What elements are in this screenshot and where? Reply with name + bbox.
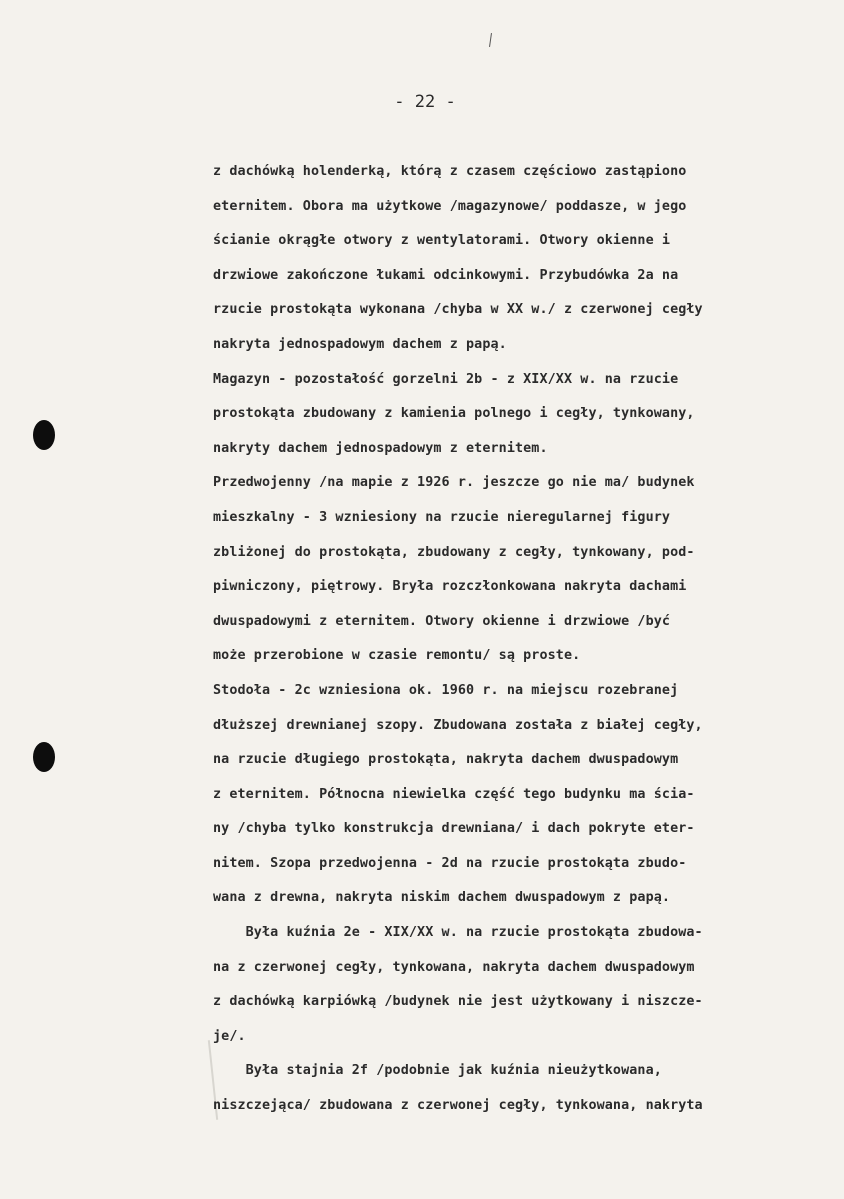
body-text <box>213 155 839 1124</box>
text-line: z dachówką holenderką, którą z czasem częściowo zastąpiono <box>213 164 687 179</box>
text-line: Magazyn - pozostałość gorzelni 2b - z XIX/XX w. na rzucie <box>213 371 679 387</box>
page-number: - 22 - <box>394 92 456 112</box>
text-line: rzucie prostokąta wykonana /chyba w XX w./ z czerwonej cegły <box>213 302 703 318</box>
pen-mark <box>489 33 492 47</box>
text-line: nakryta jednospadowym dachem z papą. <box>213 336 507 352</box>
text-line: Przedwojenny /na mapie z 1926 r. jeszcze go nie ma/ budynek <box>213 475 695 491</box>
text-line: wana z drewna, nakryta niskim dachem dwuspadowym z papą. <box>213 890 671 906</box>
text-line: eternitem. Obora ma użytkowe /magazynowe/ poddasze, w jego <box>213 198 687 214</box>
text-line: ścianie okrągłe otwory z wentylatorami. Otwory okienne i <box>213 233 671 249</box>
text-line: prostokąta zbudowany z kamienia polnego i cegły, tynkowany, <box>213 406 695 422</box>
text-line: z eternitem. Północna niewielka część tego budynku ma ścia- <box>213 786 695 802</box>
text-line: z dachówką karpiówką /budynek nie jest użytkowany i niszcze- <box>213 994 703 1010</box>
text-line: piwniczony, piętrowy. Bryła rozczłonkowana nakryta dachami <box>213 579 687 595</box>
text-line: drzwiowe zakończone łukami odcinkowymi. Przybudówka 2a na <box>213 267 679 283</box>
punch-hole <box>33 420 55 450</box>
text-line: dwuspadowymi z eternitem. Otwory okienne i drzwiowe /być <box>213 613 671 629</box>
text-line: na rzucie długiego prostokąta, nakryta dachem dwuspadowym <box>213 752 679 768</box>
text-line: mieszkalny - 3 wzniesiony na rzucie nieregularnej figury <box>213 509 671 525</box>
text-line: Była kuźnia 2e - XIX/XX w. na rzucie prostokąta zbudowa- <box>213 925 703 941</box>
text-line: ny /chyba tylko konstrukcja drewniana/ i dach pokryte eter- <box>213 821 695 837</box>
text-line: niszczejąca/ zbudowana z czerwonej cegły, tynkowana, nakryta <box>213 1098 703 1114</box>
text-line: może przerobione w czasie remontu/ są proste. <box>213 648 581 664</box>
text-line: zbliżonej do prostokąta, zbudowany z cegły, tynkowany, pod- <box>213 544 695 560</box>
punch-hole <box>33 742 55 772</box>
text-line: nakryty dachem jednospadowym z eternitem. <box>213 440 548 456</box>
text-line: na z czerwonej cegły, tynkowana, nakryta dachem dwuspadowym <box>213 959 695 975</box>
text-line: dłuższej drewnianej szopy. Zbudowana została z białej cegły, <box>213 717 703 733</box>
text-line: Stodoła - 2c wzniesiona ok. 1960 r. na miejscu rozebranej <box>213 682 679 698</box>
text-line: je/. <box>213 1028 246 1044</box>
text-line: Była stajnia 2f /podobnie jak kuźnia nieużytkowana, <box>213 1063 662 1079</box>
text-line: nitem. Szopa przedwojenna - 2d na rzucie prostokąta zbudo- <box>213 855 687 871</box>
